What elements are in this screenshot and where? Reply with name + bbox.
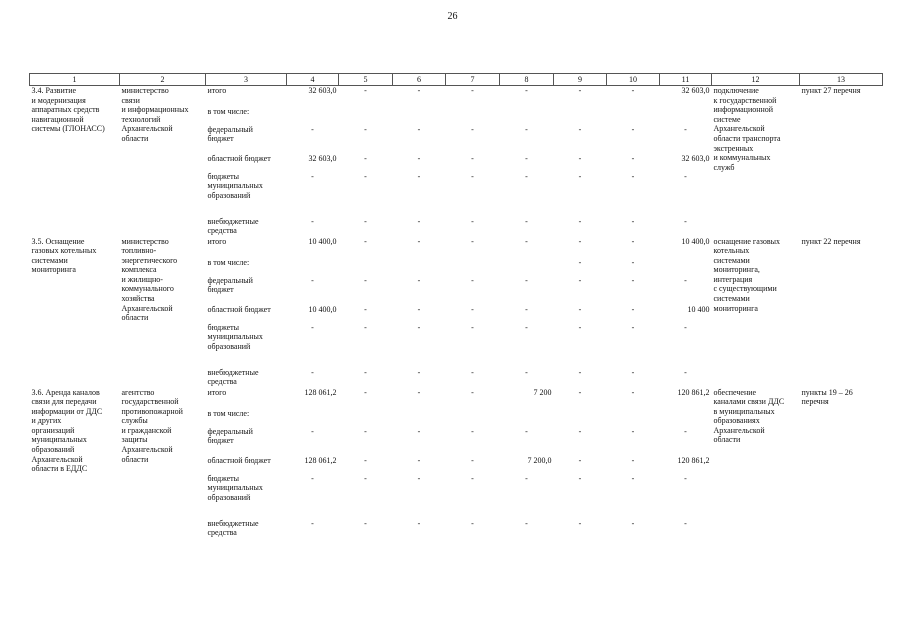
funding-source: внебюджетные средства <box>207 216 259 236</box>
value-cell-c8: - <box>525 426 528 436</box>
funding-source: областной бюджет <box>207 304 271 314</box>
value-cell-c10: - <box>631 153 635 163</box>
value-cell-c11 <box>660 409 712 427</box>
value-cell-c10: - <box>631 322 635 332</box>
value-cell-c6: - <box>417 275 421 285</box>
value-cell-c9: - <box>578 455 582 465</box>
value-cell-c5: - <box>364 86 367 95</box>
value-cell-c9: - <box>578 216 582 226</box>
value-cell-c6: - <box>417 236 421 246</box>
executor-name: министерство связи и информационных технологий Архангельской области <box>121 86 189 143</box>
value-cell-c4: 32 603,0 <box>308 86 337 95</box>
value-cell-c8 <box>500 409 554 427</box>
reference: пункт 27 перечня <box>801 86 861 95</box>
column-header: 6 <box>393 74 446 86</box>
value-cell-c4: - <box>311 426 314 436</box>
value-cell-c9: - <box>578 426 582 436</box>
value-cell-c8: - <box>525 304 528 314</box>
value-cell-c5: - <box>364 387 367 397</box>
funding-source: итого <box>207 387 227 397</box>
value-cell-c5: - <box>364 367 367 377</box>
value-cell-c4: 128 061,2 <box>304 387 337 397</box>
value-cell-c9: - <box>578 124 582 134</box>
value-cell-c9 <box>554 409 607 427</box>
value-cell-c9: - <box>578 518 582 528</box>
value-cell-c6: - <box>417 387 421 397</box>
value-cell-c6: - <box>417 171 421 181</box>
column-header: 3 <box>206 74 287 86</box>
column-header: 7 <box>446 74 500 86</box>
value-cell-c11: 32 603,0 <box>681 153 710 163</box>
value-cell-c4: - <box>311 275 314 285</box>
value-cell-c10: - <box>631 124 635 134</box>
value-cell-c5: - <box>364 304 367 314</box>
value-cell-c6: - <box>417 455 421 465</box>
value-cell-c6: - <box>417 426 421 436</box>
value-cell-c4 <box>287 258 339 276</box>
value-cell-c7: - <box>471 275 474 285</box>
table-body <box>30 86 883 539</box>
value-cell-c9: - <box>578 322 582 332</box>
funding-source: в том числе: <box>207 257 250 267</box>
value-cell-c9: - <box>578 86 582 95</box>
value-cell-c10: - <box>631 236 635 246</box>
value-cell-c5: - <box>364 455 367 465</box>
value-cell-c7: - <box>471 86 474 95</box>
value-cell-c10: - <box>631 367 635 377</box>
table-row <box>30 388 883 409</box>
value-cell-c9: - <box>578 304 582 314</box>
value-cell-c6: - <box>417 124 421 134</box>
value-cell-c4: - <box>311 124 314 134</box>
value-cell-c8: - <box>525 86 528 95</box>
value-cell-c5: - <box>364 236 367 246</box>
funding-source: областной бюджет <box>207 455 271 465</box>
value-cell-c8: - <box>525 518 528 528</box>
value-cell-c8 <box>500 107 554 125</box>
column-header: 11 <box>660 74 712 86</box>
value-cell-c10: - <box>631 275 635 285</box>
column-header: 1 <box>30 74 120 86</box>
page-number: 26 <box>447 11 458 22</box>
value-cell-c10: - <box>631 455 635 465</box>
funding-source: бюджеты муниципальных образований <box>207 171 263 200</box>
funding-source: бюджеты муниципальных образований <box>207 473 263 502</box>
funding-source: федеральный бюджет <box>207 275 253 295</box>
value-cell-c7: - <box>471 153 474 163</box>
value-cell-c7: - <box>471 518 474 528</box>
value-cell-c7: - <box>471 304 474 314</box>
value-cell-c7: - <box>471 455 474 465</box>
value-cell-c10: - <box>631 257 635 267</box>
value-cell-c10: - <box>631 216 635 226</box>
column-header: 9 <box>554 74 607 86</box>
value-cell-c8: - <box>525 275 528 285</box>
column-header: 8 <box>500 74 554 86</box>
value-cell-c10 <box>607 107 660 125</box>
value-cell-c9: - <box>578 236 582 246</box>
value-cell-c6 <box>393 409 446 427</box>
value-cell-c8: - <box>525 473 528 483</box>
value-cell-c4: - <box>311 216 314 226</box>
value-cell-c10: - <box>631 518 635 528</box>
value-cell-c8: - <box>525 367 528 377</box>
value-cell-c5 <box>339 107 393 125</box>
value-cell-c7: - <box>471 124 474 134</box>
table-row <box>30 86 883 107</box>
value-cell-c5: - <box>364 322 367 332</box>
value-cell-c8: 7 200 <box>533 387 552 397</box>
value-cell-c11: 10 400,0 <box>681 236 710 246</box>
value-cell-c8: - <box>525 322 528 332</box>
expected-result: оснащение газовых котельных системами мониторинга, интеграция с существующими системами мониторинга <box>713 236 781 313</box>
value-cell-c10: - <box>631 473 635 483</box>
value-cell-c5: - <box>364 426 367 436</box>
value-cell-c9: - <box>578 171 582 181</box>
funding-source: внебюджетные средства <box>207 518 259 538</box>
value-cell-c8 <box>500 258 554 276</box>
value-cell-c10: - <box>631 171 635 181</box>
value-cell-c11: - <box>684 216 687 226</box>
value-cell-c4: - <box>311 473 314 483</box>
value-cell-c7: - <box>471 171 474 181</box>
value-cell-c11: 32 603,0 <box>681 86 710 95</box>
table-row <box>30 237 883 258</box>
value-cell-c4: 10 400,0 <box>308 304 337 314</box>
value-cell-c10: - <box>631 426 635 436</box>
funding-source: в том числе: <box>207 106 250 116</box>
value-cell-c9: - <box>578 473 582 483</box>
measure-name: 3.5. Оснащение газовых котельных системами мониторинга <box>31 236 97 275</box>
value-cell-c7: - <box>471 473 474 483</box>
column-header: 5 <box>339 74 393 86</box>
value-cell-c4: - <box>311 367 314 377</box>
value-cell-c9: - <box>578 257 582 267</box>
value-cell-c11: 120 861,2 <box>677 387 710 397</box>
executor-name: агентство государственной противопожарной службы и гражданской защиты Архангельской области <box>121 387 183 464</box>
measure-name: 3.4. Развитие и модернизация аппаратных средств навигационной системы (ГЛОНАСС) <box>31 86 105 134</box>
expected-result: подключение к государственной информационной системе Архангельской области транспорта экстренных и коммунальных служб <box>713 86 781 172</box>
value-cell-c11 <box>660 107 712 125</box>
value-cell-c7 <box>446 107 500 125</box>
value-cell-c6: - <box>417 367 421 377</box>
value-cell-c10: - <box>631 86 635 95</box>
value-cell-c11: - <box>684 124 687 134</box>
value-cell-c5: - <box>364 518 367 528</box>
value-cell-c6: - <box>417 153 421 163</box>
value-cell-c10: - <box>631 304 635 314</box>
value-cell-c4 <box>287 409 339 427</box>
funding-source: итого <box>207 236 227 246</box>
value-cell-c7: - <box>471 216 474 226</box>
value-cell-c9 <box>554 107 607 125</box>
value-cell-c7 <box>446 409 500 427</box>
value-cell-c11: - <box>684 518 687 528</box>
value-cell-c5: - <box>364 171 367 181</box>
value-cell-c9: - <box>578 153 582 163</box>
value-cell-c4: 128 061,2 <box>304 455 337 465</box>
value-cell-c6: - <box>417 86 421 95</box>
funding-source: внебюджетные средства <box>207 367 259 387</box>
value-cell-c6 <box>393 107 446 125</box>
value-cell-c11: - <box>684 473 687 483</box>
reference: пункты 19 – 26 перечня <box>801 387 853 407</box>
column-header: 10 <box>607 74 660 86</box>
value-cell-c8: 7 200,0 <box>527 455 552 465</box>
value-cell-c7: - <box>471 322 474 332</box>
value-cell-c6 <box>393 258 446 276</box>
value-cell-c8: - <box>525 171 528 181</box>
value-cell-c5 <box>339 409 393 427</box>
value-cell-c11: - <box>684 367 687 377</box>
value-cell-c8: - <box>525 153 528 163</box>
value-cell-c11: - <box>684 275 687 285</box>
value-cell-c11: - <box>684 171 687 181</box>
value-cell-c4: 32 603,0 <box>308 153 337 163</box>
reference: пункт 22 перечня <box>801 236 861 246</box>
funding-source: областной бюджет <box>207 153 271 163</box>
funding-source: федеральный бюджет <box>207 124 253 144</box>
column-header: 12 <box>712 74 800 86</box>
value-cell-c7: - <box>471 236 474 246</box>
value-cell-c11: - <box>684 322 687 332</box>
value-cell-c5: - <box>364 275 367 285</box>
value-cell-c4: - <box>311 518 314 528</box>
value-cell-c7: - <box>471 426 474 436</box>
value-cell-c11 <box>660 258 712 276</box>
value-cell-c6: - <box>417 518 421 528</box>
value-cell-c5: - <box>364 124 367 134</box>
value-cell-c6: - <box>417 304 421 314</box>
value-cell-c9: - <box>578 367 582 377</box>
value-cell-c4: 10 400,0 <box>308 236 337 246</box>
value-cell-c11: 120 861,2 <box>677 455 710 465</box>
column-header: 13 <box>800 74 883 86</box>
funding-source: итого <box>207 86 227 95</box>
value-cell-c5 <box>339 258 393 276</box>
value-cell-c9: - <box>578 275 582 285</box>
value-cell-c4 <box>287 107 339 125</box>
value-cell-c10: - <box>631 387 635 397</box>
value-cell-c8: - <box>525 236 528 246</box>
value-cell-c5: - <box>364 216 367 226</box>
value-cell-c8: - <box>525 124 528 134</box>
value-cell-c8: - <box>525 216 528 226</box>
funding-source: бюджеты муниципальных образований <box>207 322 263 351</box>
value-cell-c7: - <box>471 367 474 377</box>
header-row <box>30 74 883 86</box>
budget-table <box>29 73 883 539</box>
value-cell-c10 <box>607 409 660 427</box>
value-cell-c5: - <box>364 473 367 483</box>
value-cell-c4: - <box>311 171 314 181</box>
value-cell-c7 <box>446 258 500 276</box>
value-cell-c6: - <box>417 473 421 483</box>
value-cell-c6: - <box>417 322 421 332</box>
measure-name: 3.6. Аренда каналов связи для передачи информации от ДДС и других организаций муниципальных образований Архангельской области в ЕДДС <box>31 387 103 474</box>
column-header: 2 <box>120 74 206 86</box>
value-cell-c7: - <box>471 387 474 397</box>
value-cell-c5: - <box>364 153 367 163</box>
funding-source: федеральный бюджет <box>207 426 253 446</box>
column-header: 4 <box>287 74 339 86</box>
value-cell-c6: - <box>417 216 421 226</box>
executor-name: министерство топливно- энергетического комплекса и жилищно- коммунального хозяйства Архангельской области <box>121 236 178 323</box>
value-cell-c4: - <box>311 322 314 332</box>
value-cell-c11: 10 400 <box>687 304 710 314</box>
value-cell-c9: - <box>578 387 582 397</box>
value-cell-c11: - <box>684 426 687 436</box>
funding-source: в том числе: <box>207 408 250 418</box>
expected-result: обеспечение каналами связи ДДС в муниципальных образованиях Архангельской области <box>713 387 785 445</box>
